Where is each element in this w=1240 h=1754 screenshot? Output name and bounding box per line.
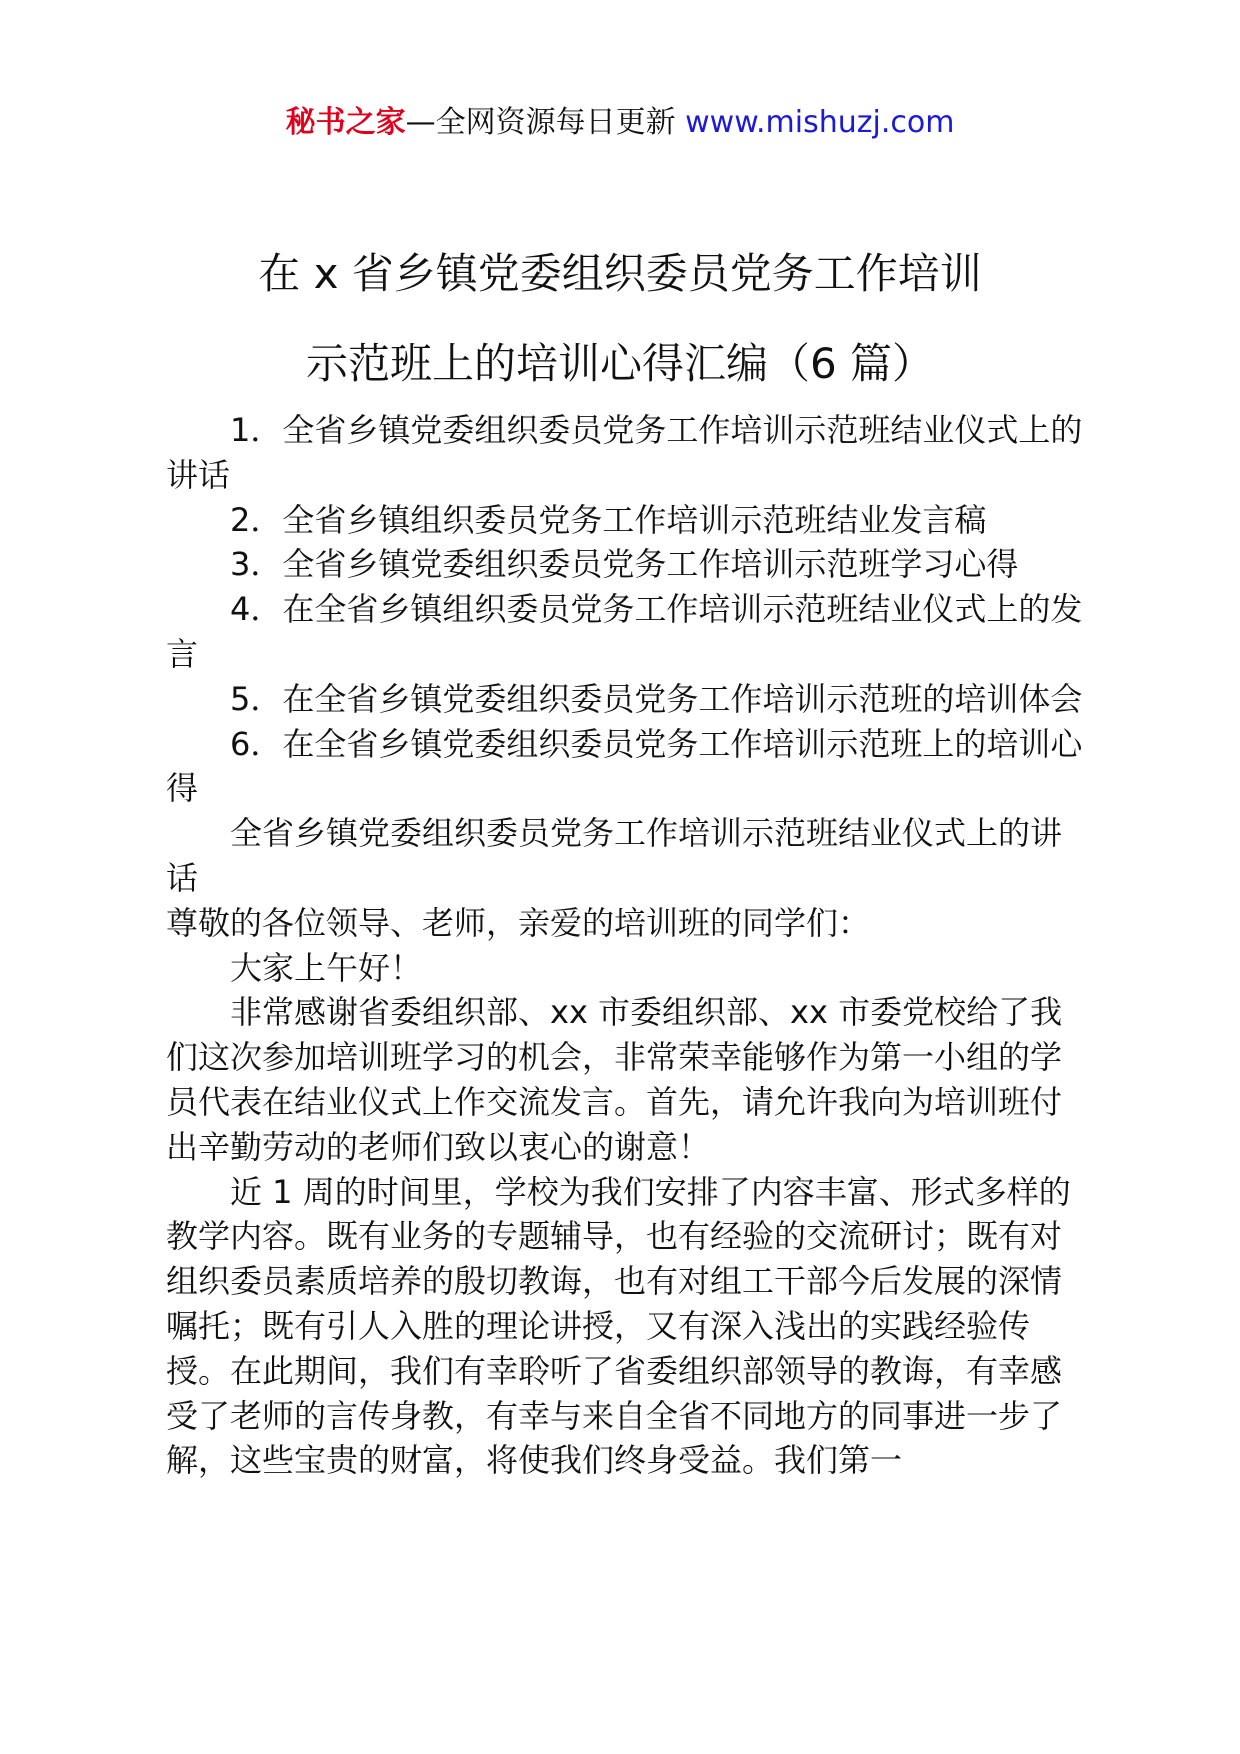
toc-item-6: 6．在全省乡镇党委组织委员党务工作培训示范班上的培训心得: [166, 724, 1083, 808]
section-title: 全省乡镇党委组织委员党务工作培训示范班结业仪式上的讲话: [166, 814, 1063, 897]
toc-item-2: 2．全省乡镇组织委员党务工作培训示范班结业发言稿: [230, 500, 987, 539]
document-title-line-1: 在 x 省乡镇党委组织委员党务工作培训: [258, 249, 982, 298]
site-url-link[interactable]: www.mishuzj.com: [685, 105, 955, 140]
document-title-line-2: 示范班上的培训心得汇编（6 篇）: [305, 339, 935, 388]
site-tagline: —全网资源每日更新: [405, 105, 686, 140]
document-body: [166, 408, 1086, 1483]
site-brand: 秘书之家: [285, 105, 406, 140]
salutation: 尊敬的各位领导、老师，亲爱的培训班的同学们：: [166, 903, 871, 942]
greeting-paragraph: 大家上午好！: [230, 948, 423, 987]
toc-item-4: 4．在全省乡镇组织委员党务工作培训示范班结业仪式上的发言: [166, 590, 1083, 673]
toc-item-5: 5．在全省乡镇党委组织委员党务工作培训示范班的培训体会: [230, 679, 1083, 718]
body-paragraph: 非常感谢省委组织部、xx 市委组织部、xx 市委党校给了我们这次参加培训班学习的机会，非常荣幸能够作为第一小组的学员代表在结业仪式上作交流发言。首先，请允许我向为培训班付出辛勤劳动的老师们致以衷心的谢意！: [166, 993, 1063, 1166]
toc-item-1: 1．全省乡镇党委组织委员党务工作培训示范班结业仪式上的讲话: [166, 411, 1083, 494]
site-header: [0, 100, 1240, 146]
body-paragraph: 近 1 周的时间里，学校为我们安排了内容丰富、形式多样的教学内容。既有业务的专题辅导，也有经验的交流研讨；既有对组织委员素质培养的殷切教诲，也有对组工干部今后发展的深情嘱托；既有引人入胜的理论讲授，又有深入浅出的实践经验传授。在此期间，我们有幸聆听了省委组织部领导的教诲，有幸感受了老师的言传身教，有幸与来自全省不同地方的同事进一步了解，这些宝贵的财富，将使我们终身受益。我们第一: [166, 1172, 1071, 1480]
toc-item-3: 3．全省乡镇党委组织委员党务工作培训示范班学习心得: [230, 545, 1019, 584]
